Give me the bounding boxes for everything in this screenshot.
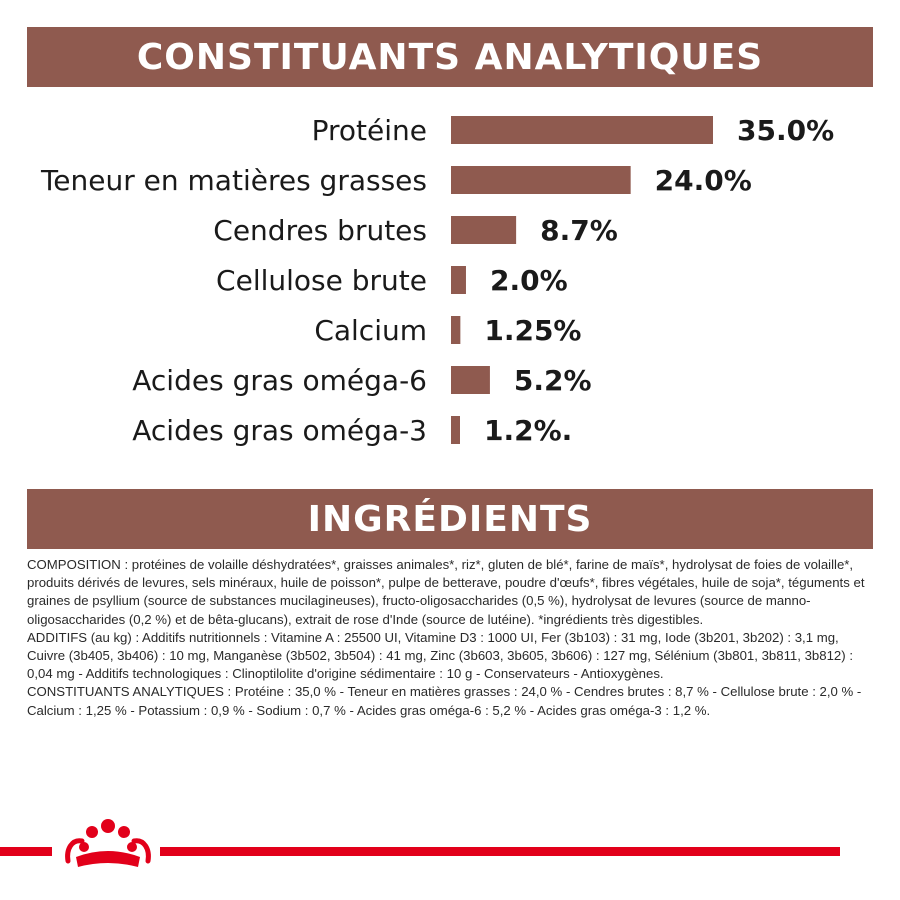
value-label: 2.0% [489,264,568,297]
analytics-header [27,27,873,87]
value-label: 5.2% [513,364,592,397]
value-label: 8.7% [540,214,618,247]
red-line-right [160,847,840,856]
analytics-title: CONSTITUANTS ANALYTIQUES [136,36,764,78]
value-label: 24.0% [654,164,752,197]
bar [451,316,460,344]
analytics-bar-chart [0,100,900,460]
category-label: Cendres brutes [213,214,427,247]
bar [451,166,631,194]
constituants-paragraph: CONSTITUANTS ANALYTIQUES : Protéine : 35,0 % - Teneur en matières grasses : 24,0 % - Cendres brutes : 8,7 % - Cellulose brute : 2,0 % - Calcium : 1,25 % - Potassium : 0,9 % - Sodium : 0,7 % - Acides gras oméga-6 : 5,2 % - Acides gras oméga-3 : 1,2 %. [27,684,862,718]
category-label: Cellulose brute [216,264,427,297]
value-label: 1.2%. [484,414,573,447]
bar [451,266,466,294]
bar [451,366,490,394]
category-label: Acides gras oméga-3 [132,414,427,447]
ingredients-text-block [27,556,873,720]
bar [451,116,713,144]
additifs-paragraph: ADDITIFS (au kg) : Additifs nutritionnels : Vitamine A : 25500 UI, Vitamine D3 : 1000 UI, Fer (3b103) : 31 mg, Iode (3b201, 3b202) : 3,1 mg, Cuivre (3b405, 3b406) : 10 mg, Manganèse (3b502, 3b504) : 41 mg, Zinc (3b603, 3b605, 3b606) : 127 mg, Sélénium (3b801, 3b811, 3b812) : 0,04 mg - Additifs technologiques : Clinoptilolite d'origine sédimentaire : 10 g - Conservateurs - Antioxygènes. [27,629,853,682]
composition-paragraph: COMPOSITION : protéines de volaille déshydratées*, graisses animales*, riz*, gluten de blé*, farine de maïs*, hydrolysat de foies de volaille*, produits dérivés de levures, sels minéraux, huile de poisson*, pulpe de betterave, poudre d'œufs*, fibres végétales, huile de soja*, téguments et graines de psyllium (source de substances mucilagineuses), fructo-oligosaccharides (0,5 %), hydrolysat de levures (source de manno-oligosaccharides (0,2 %) et de bêta-glucans), extrait de rose d'Inde (source de lutéine). *ingrédients très digestibles. [27,557,865,627]
category-label: Protéine [311,114,427,147]
category-label: Calcium [314,314,427,347]
crown-icon [62,815,154,875]
value-label: 1.25% [484,314,582,347]
category-label: Acides gras oméga-6 [132,364,427,397]
value-label: 35.0% [737,114,835,147]
ingredients-title: INGRÉDIENTS [307,498,593,540]
bar [451,416,460,444]
category-label: Teneur en matières grasses [40,164,427,197]
bar [451,216,516,244]
ingredients-header [27,489,873,549]
brand-footer [0,815,900,875]
red-line-left [0,847,52,856]
